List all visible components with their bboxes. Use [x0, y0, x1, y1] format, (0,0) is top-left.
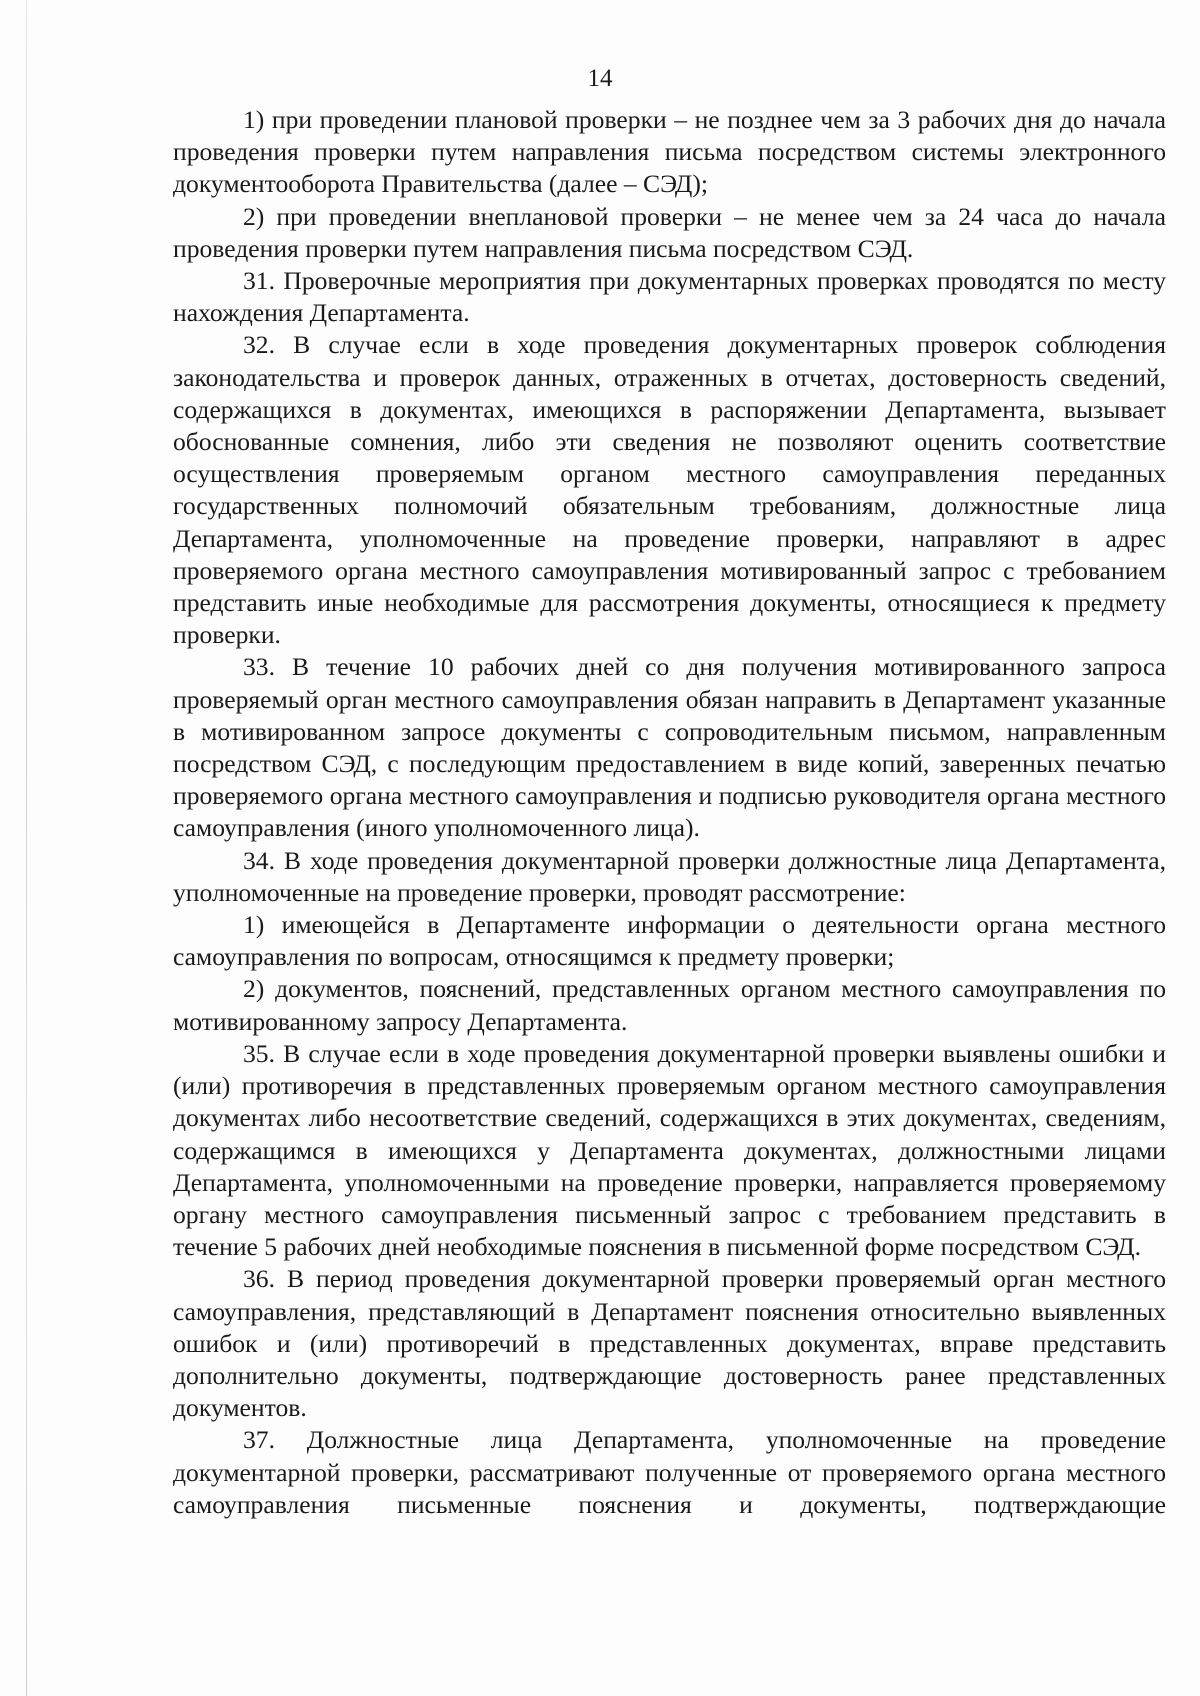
- paragraph-notice-planned: 1) при проведении плановой проверки – не позднее чем за 3 рабочих дня до начала проведения проверки путем направления письма посредством системы электронного документооборота Правительства (далее – СЭД);: [173, 105, 1166, 199]
- page-number: 14: [587, 65, 613, 92]
- scan-edge-line: [26, 0, 27, 1696]
- paragraph-31: 31. Проверочные мероприятия при документарных проверках проводятся по месту нахождения Департамента.: [173, 266, 1166, 328]
- paragraph-37: 37. Должностные лица Департамента, уполномоченные на проведение документарной проверки, рассматривают полученные от проверяемого органа местного самоуправления письменные пояснения и документы, подтверждающие: [173, 1425, 1166, 1519]
- paragraph-32: 32. В случае если в ходе проведения документарных проверок соблюдения законодательства и проверок данных, отраженных в отчетах, достоверность сведений, содержащихся в документах, имеющихся в распоряжении Департамента, вызывает обоснованные сомнения, либо эти сведения не позволяют оценить соответствие осуществления проверяемым органом местного самоуправления переданных государственных полномочий обязательным требованиям, должностные лица Департамента, уполномоченные на проведение проверки, направляют в адрес проверяемого органа местного самоуправления мотивированный запрос с требованием представить иные необходимые для рассмотрения документы, относящиеся к предмету проверки.: [173, 330, 1166, 650]
- paragraph-34: 34. В ходе проведения документарной проверки должностные лица Департамента, уполномоченные на проведение проверки, проводят рассмотрение:: [173, 845, 1166, 907]
- paragraph-33: 33. В течение 10 рабочих дней со дня получения мотивированного запроса проверяемый орган местного самоуправления обязан направить в Департамент указанные в мотивированном запросе документы с сопроводительным письмом, направленным посредством СЭД, с последующим предоставлением в виде копий, заверенных печатью проверяемого органа местного самоуправления и подписью руководителя органа местного самоуправления (иного уполномоченного лица).: [173, 652, 1166, 843]
- paragraph-35: 35. В случае если в ходе проведения документарной проверки выявлены ошибки и (или) противоречия в представленных проверяемым органом местного самоуправления документах либо несоответствие сведений, содержащихся в этих документах, сведениям, содержащимся в имеющихся у Департамента документах, должностными лицами Департамента, уполномоченными на проведение проверки, направляется проверяемому органу местного самоуправления письменный запрос с требованием представить в течение 5 рабочих дней необходимые пояснения в письменной форме посредством СЭД.: [173, 1038, 1166, 1262]
- document-body: [173, 104, 1166, 1521]
- paragraph-34-item-2: 2) документов, пояснений, представленных органом местного самоуправления по мотивированному запросу Департамента.: [173, 974, 1166, 1036]
- paragraph-36: 36. В период проведения документарной проверки проверяемый орган местного самоуправления, представляющий в Департамент пояснения относительно выявленных ошибок и (или) противоречий в представленных документах, вправе представить дополнительно документы, подтверждающие достоверность ранее представленных документов.: [173, 1264, 1166, 1423]
- paragraph-notice-unplanned: 2) при проведении внеплановой проверки – не менее чем за 24 часа до начала проведения проверки путем направления письма посредством СЭД.: [173, 201, 1166, 263]
- paragraph-34-item-1: 1) имеющейся в Департаменте информации о деятельности органа местного самоуправления по вопросам, относящимся к предмету проверки;: [173, 910, 1166, 972]
